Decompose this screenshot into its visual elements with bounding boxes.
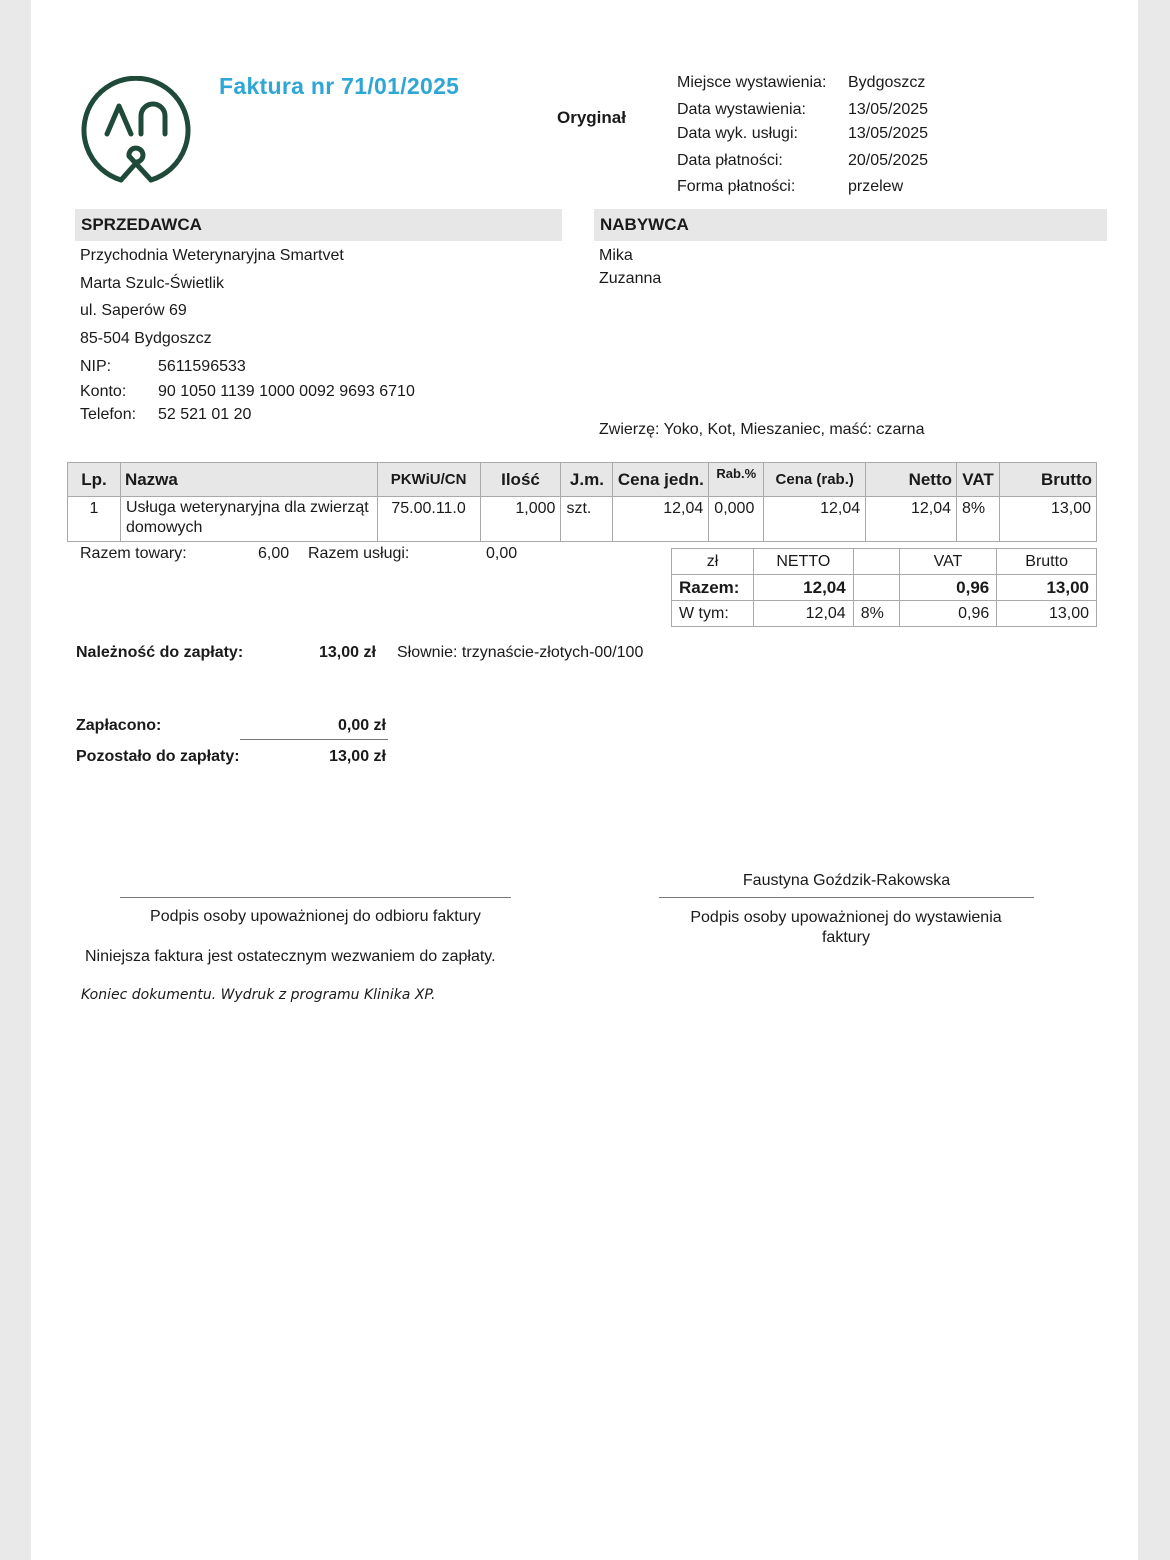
col-header: Netto bbox=[866, 463, 957, 497]
buyer-header: NABYWCA bbox=[594, 209, 1107, 241]
col-header: Cena jedn. bbox=[613, 463, 709, 497]
right-signature-line bbox=[659, 897, 1034, 898]
totals-sum-row bbox=[672, 575, 1097, 601]
vat-header: VAT bbox=[899, 549, 997, 575]
cell-discount: 0,000 bbox=[709, 497, 764, 542]
cell-name: Usługa weterynaryjna dla zwierząt domowych bbox=[120, 497, 377, 542]
seller-header: SPRZEDAWCA bbox=[75, 209, 562, 241]
items-header-row bbox=[68, 463, 1097, 497]
cell-unit-price: 12,04 bbox=[613, 497, 709, 542]
invoice-title: Faktura nr 71/01/2025 bbox=[219, 73, 460, 99]
original-label: Oryginał bbox=[557, 108, 626, 127]
total-gross: 13,00 bbox=[997, 575, 1097, 601]
paid-label: Zapłacono: bbox=[76, 717, 162, 734]
col-header: Rab.% bbox=[709, 463, 764, 497]
buyer-line: Zuzanna bbox=[599, 270, 662, 287]
total-label: Razem: bbox=[672, 575, 754, 601]
totals-header-row bbox=[672, 549, 1097, 575]
meta-value: 20/05/2025 bbox=[848, 152, 929, 169]
clinic-logo-icon bbox=[81, 76, 191, 186]
meta-label: Miejsce wystawienia: bbox=[677, 74, 827, 91]
meta-label: Data wystawienia: bbox=[677, 101, 806, 118]
incl-net: 12,04 bbox=[753, 601, 853, 627]
meta-value: 13/05/2025 bbox=[848, 101, 929, 118]
seller-account-label: Konto: bbox=[80, 383, 127, 400]
incl-rate: 8% bbox=[853, 601, 899, 627]
seller-person: Marta Szulc-Świetlik bbox=[80, 275, 225, 292]
final-notice: Niniejsza faktura jest ostatecznym wezwaniem do zapłaty. bbox=[85, 948, 496, 965]
seller-account: 90 1050 1139 1000 0092 9693 6710 bbox=[158, 383, 415, 400]
meta-label: Data płatności: bbox=[677, 152, 783, 169]
seller-phone-label: Telefon: bbox=[80, 406, 137, 423]
total-net: 12,04 bbox=[753, 575, 853, 601]
cell-pkwiu: 75.00.11.0 bbox=[377, 497, 480, 542]
remaining-label: Pozostało do zapłaty: bbox=[76, 748, 240, 765]
amount-due-value: 13,00 zł bbox=[319, 644, 376, 661]
cell-discounted-price: 12,04 bbox=[764, 497, 866, 542]
col-header: PKWiU/CN bbox=[377, 463, 480, 497]
seller-name: Przychodnia Weterynaryjna Smartvet bbox=[80, 247, 344, 264]
seller-phone: 52 521 01 20 bbox=[158, 406, 252, 423]
document-end: Koniec dokumentu. Wydruk z programu Klinika XP. bbox=[81, 987, 436, 1003]
col-header: Lp. bbox=[68, 463, 121, 497]
goods-total-label: Razem towary: bbox=[80, 545, 187, 562]
amount-in-words: Słownie: trzynaście-złotych-00/100 bbox=[397, 644, 644, 661]
remaining-value: 13,00 zł bbox=[329, 748, 386, 765]
invoice-page bbox=[31, 0, 1138, 1560]
seller-nip-label: NIP: bbox=[80, 358, 112, 375]
cell-vat: 8% bbox=[957, 497, 1000, 542]
paid-divider bbox=[240, 739, 388, 740]
incl-vat: 0,96 bbox=[899, 601, 997, 627]
col-header: Ilość bbox=[480, 463, 561, 497]
seller-city: 85-504 Bydgoszcz bbox=[80, 330, 212, 347]
col-header: Brutto bbox=[1000, 463, 1097, 497]
items-table bbox=[67, 462, 1097, 542]
services-total-value: 0,00 bbox=[486, 545, 518, 562]
table-row bbox=[68, 497, 1097, 542]
currency-label: zł bbox=[672, 549, 754, 575]
col-header: J.m. bbox=[561, 463, 613, 497]
empty-cell bbox=[853, 549, 899, 575]
col-header: VAT bbox=[957, 463, 1000, 497]
empty-cell bbox=[853, 575, 899, 601]
meta-value: 13/05/2025 bbox=[848, 125, 929, 142]
gross-header: Brutto bbox=[997, 549, 1097, 575]
incl-label: W tym: bbox=[672, 601, 754, 627]
totals-table bbox=[671, 548, 1097, 627]
amount-due-label: Należność do zapłaty: bbox=[76, 644, 244, 661]
meta-value: przelew bbox=[848, 178, 904, 195]
cell-unit: szt. bbox=[561, 497, 613, 542]
cell-qty: 1,000 bbox=[480, 497, 561, 542]
meta-value: Bydgoszcz bbox=[848, 74, 926, 91]
total-vat: 0,96 bbox=[899, 575, 997, 601]
services-total-label: Razem usługi: bbox=[308, 545, 410, 562]
meta-label: Data wyk. usługi: bbox=[677, 125, 798, 142]
incl-gross: 13,00 bbox=[997, 601, 1097, 627]
buyer-animal: Zwierzę: Yoko, Kot, Mieszaniec, maść: czarna bbox=[599, 421, 925, 438]
meta-label: Forma płatności: bbox=[677, 178, 796, 195]
seller-street: ul. Saperów 69 bbox=[80, 302, 187, 319]
totals-incl-row bbox=[672, 601, 1097, 627]
right-signature-caption: Podpis osoby upoważnionej do wystawienia faktury bbox=[690, 909, 1002, 946]
left-signature-caption: Podpis osoby upoważnionej do odbioru faktury bbox=[150, 908, 481, 925]
col-header: Nazwa bbox=[120, 463, 377, 497]
cell-lp: 1 bbox=[68, 497, 121, 542]
col-header: Cena (rab.) bbox=[764, 463, 866, 497]
net-header: NETTO bbox=[753, 549, 853, 575]
seller-nip: 5611596533 bbox=[158, 358, 246, 375]
cell-net: 12,04 bbox=[866, 497, 957, 542]
goods-total-value: 6,00 bbox=[258, 545, 290, 562]
cell-gross: 13,00 bbox=[1000, 497, 1097, 542]
paid-value: 0,00 zł bbox=[337, 717, 386, 734]
issuer-name: Faustyna Goździk-Rakowska bbox=[742, 872, 951, 889]
buyer-line: Mika bbox=[599, 247, 633, 264]
left-signature-line bbox=[120, 897, 511, 898]
